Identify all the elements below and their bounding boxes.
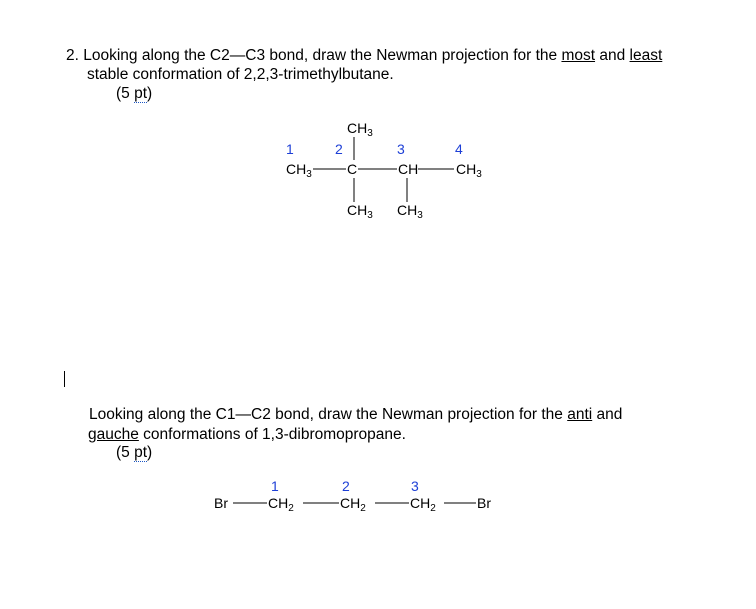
group-c4: $CH_3$ (456, 161, 482, 180)
group-ch2-3: $CH_2$ (410, 495, 436, 514)
question-3-line2-text: conformations of 1,3-dibromopropane. (138, 426, 406, 443)
carbon-number-1: 1 (286, 141, 294, 157)
molecule-dibromopropane (214, 478, 491, 514)
carbon-number-1b: 1 (271, 478, 279, 494)
carbon-number-2b: 2 (342, 478, 350, 494)
group-c3: CH (398, 161, 419, 177)
group-c2: C (347, 161, 358, 177)
word-and-2: and (592, 406, 623, 423)
group-ch2-1: $CH_2$ (268, 495, 294, 514)
bottom-methyl-c3: $CH_3$ (397, 202, 423, 221)
word-and: and (595, 47, 630, 64)
word-least: least (629, 47, 663, 64)
question-2-line2: stable conformation of 2,2,3-trimethylbutane. (87, 66, 394, 83)
question-number: 2. (66, 47, 79, 64)
word-anti: anti (567, 406, 593, 423)
carbon-number-4: 4 (455, 141, 463, 157)
group-c1: $CH_3$ (286, 161, 312, 180)
question-2-points: (5 pt) (116, 85, 153, 102)
question-3-points: (5 pt) (116, 444, 153, 461)
question-3-line1-text: Looking along the C1—C2 bond, draw the Newman projection for the (89, 406, 568, 423)
bottom-methyl-c2: $CH_3$ (347, 202, 373, 221)
molecule-trimethylbutane (286, 120, 482, 221)
word-gauche: gauche (88, 426, 139, 443)
top-methyl: $CH_3$ (347, 120, 373, 139)
group-ch2-2: $CH_2$ (340, 495, 366, 514)
carbon-number-2: 2 (335, 141, 343, 157)
carbon-number-3: 3 (397, 141, 405, 157)
word-most: most (561, 47, 596, 64)
bromine-left: Br (214, 495, 228, 511)
question-2-line1: Looking along the C2—C3 bond, draw the Newman projection for the (83, 47, 562, 64)
bromine-right: Br (477, 495, 491, 511)
carbon-number-3b: 3 (411, 478, 419, 494)
